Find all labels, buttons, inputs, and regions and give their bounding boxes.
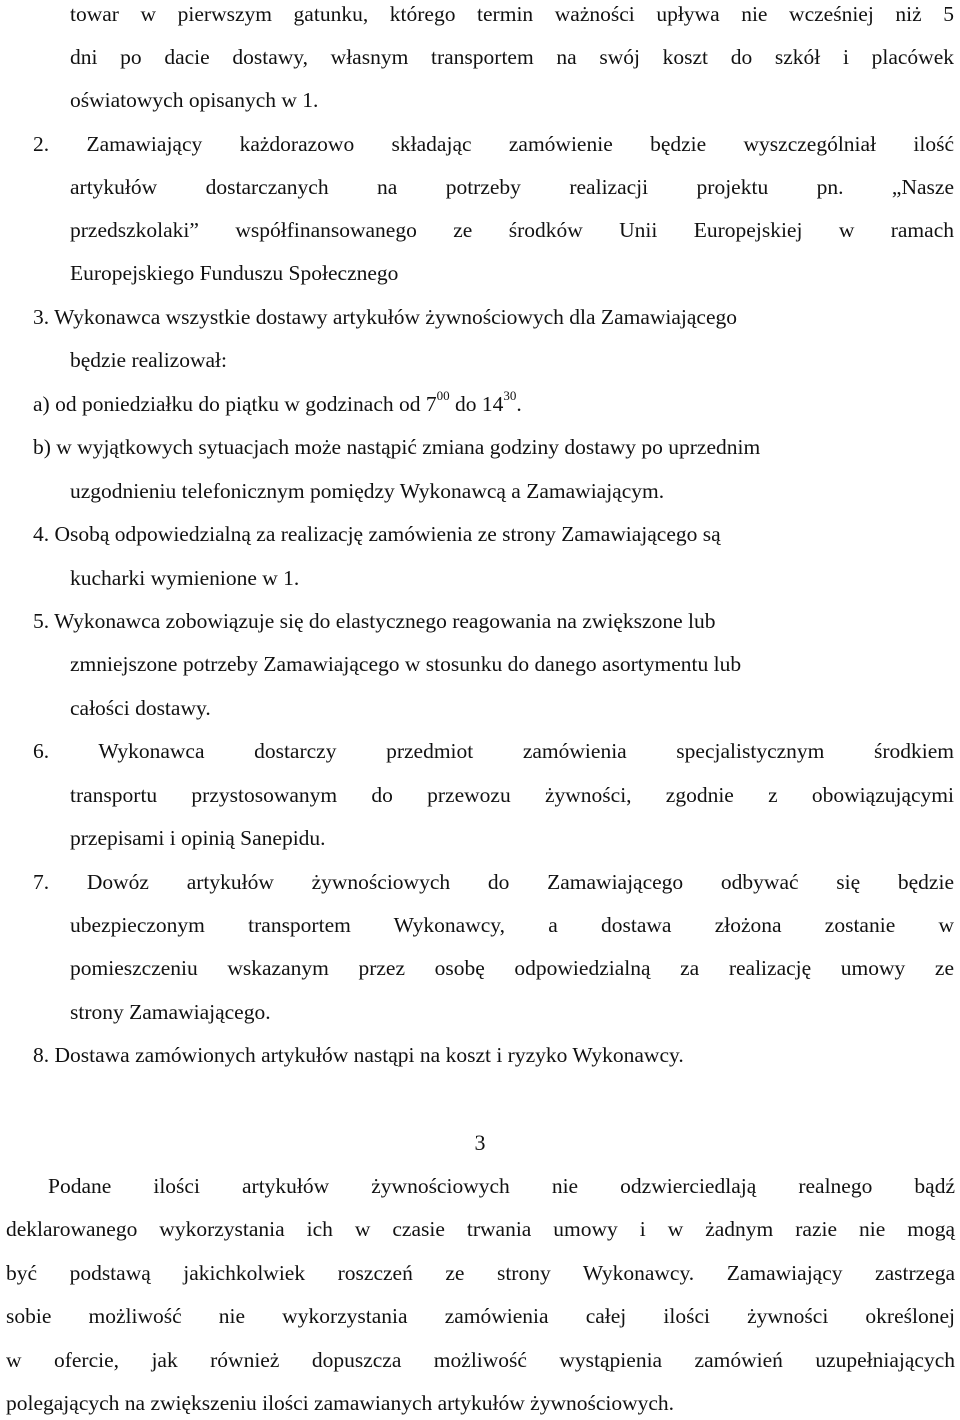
hours-text: do 14 (449, 392, 504, 416)
text-line: ubezpieczonym transportem Wykonawcy, a dostawa złożona zostanie w (70, 913, 954, 937)
paragraph-line: polegających na zwiększeniu ilości zamawianych artykułów żywnościowych. (6, 1391, 675, 1415)
text-line: dni po dacie dostawy, własnym transportem na swój koszt do szkół i placówek (70, 45, 954, 69)
text-line: zmniejszone potrzeby Zamawiającego w stosunku do danego asortymentu lub (70, 652, 742, 676)
hours-sup: 00 (436, 387, 450, 403)
section-heading: 3 (474, 1130, 486, 1155)
list-item-2: 2. Zamawiający każdorazowo składając zamówienie będzie wyszczególniał ilość (33, 132, 954, 156)
list-item-7: 7. Dowóz artykułów żywnościowych do Zamawiającego odbywać się będzie (33, 870, 954, 894)
list-item-5: 5. Wykonawca zobowiązuje się do elastycznego reagowania na zwiększone lub (33, 609, 716, 633)
paragraph-line: być podstawą jakichkolwiek roszczeń ze strony Wykonawcy. Zamawiający zastrzega (6, 1261, 955, 1285)
text-line: będzie realizował: (70, 348, 227, 372)
text-line: kucharki wymienione w 1. (70, 566, 300, 590)
hours-text: . (516, 392, 522, 416)
hours-sup: 30 (503, 387, 517, 403)
paragraph-line: deklarowanego wykorzystania ich w czasie trwania umowy i w żadnym razie nie mogą (6, 1217, 955, 1241)
paragraph-line: sobie możliwość nie wykorzystania zamówienia całej ilości żywności określonej (6, 1304, 955, 1328)
text-line: oświatowych opisanych w 1. (70, 88, 319, 112)
paragraph-line: w ofercie, jak również dopuszcza możliwość wystąpienia zamówień uzupełniających (6, 1348, 955, 1372)
text-line: Europejskiego Funduszu Społecznego (70, 261, 399, 285)
list-item-3: 3. Wykonawca wszystkie dostawy artykułów żywnościowych dla Zamawiającego (33, 305, 738, 329)
delivery-hours-line (33, 387, 522, 417)
text-line: transportu przystosowanym do przewozu żywności, zgodnie z obowiązującymi (70, 783, 954, 807)
text-line: strony Zamawiającego. (70, 1000, 271, 1024)
text-line: uzgodnieniu telefonicznym pomiędzy Wykonawcą a Zamawiającym. (70, 479, 665, 503)
text-line: artykułów dostarczanych na potrzeby realizacji projektu pn. „Nasze (70, 175, 954, 199)
text-line: pomieszczeniu wskazanym przez osobę odpowiedzialną za realizację umowy ze (70, 956, 954, 980)
text-line: przedszkolaki” współfinansowanego ze środków Unii Europejskiej w ramach (70, 218, 954, 242)
paragraph-line: Podane ilości artykułów żywnościowych nie odzwierciedlają realnego bądź (48, 1174, 955, 1198)
list-item-6: 6. Wykonawca dostarczy przedmiot zamówienia specjalistycznym środkiem (33, 739, 954, 763)
text-line: b) w wyjątkowych sytuacjach może nastąpić zmiana godziny dostawy po uprzednim (33, 435, 761, 459)
list-item-4: 4. Osobą odpowiedzialną za realizację zamówienia ze strony Zamawiającego są (33, 522, 721, 546)
text-line: całości dostawy. (70, 696, 211, 720)
text-line: przepisami i opinią Sanepidu. (70, 826, 326, 850)
hours-text: a) od poniedziałku do piątku w godzinach od 7 (33, 392, 437, 416)
text-line: towar w pierwszym gatunku, którego termin ważności upływa nie wcześniej niż 5 (70, 2, 954, 26)
list-item-8: 8. Dostawa zamówionych artykułów nastąpi na koszt i ryzyko Wykonawcy. (33, 1043, 684, 1067)
